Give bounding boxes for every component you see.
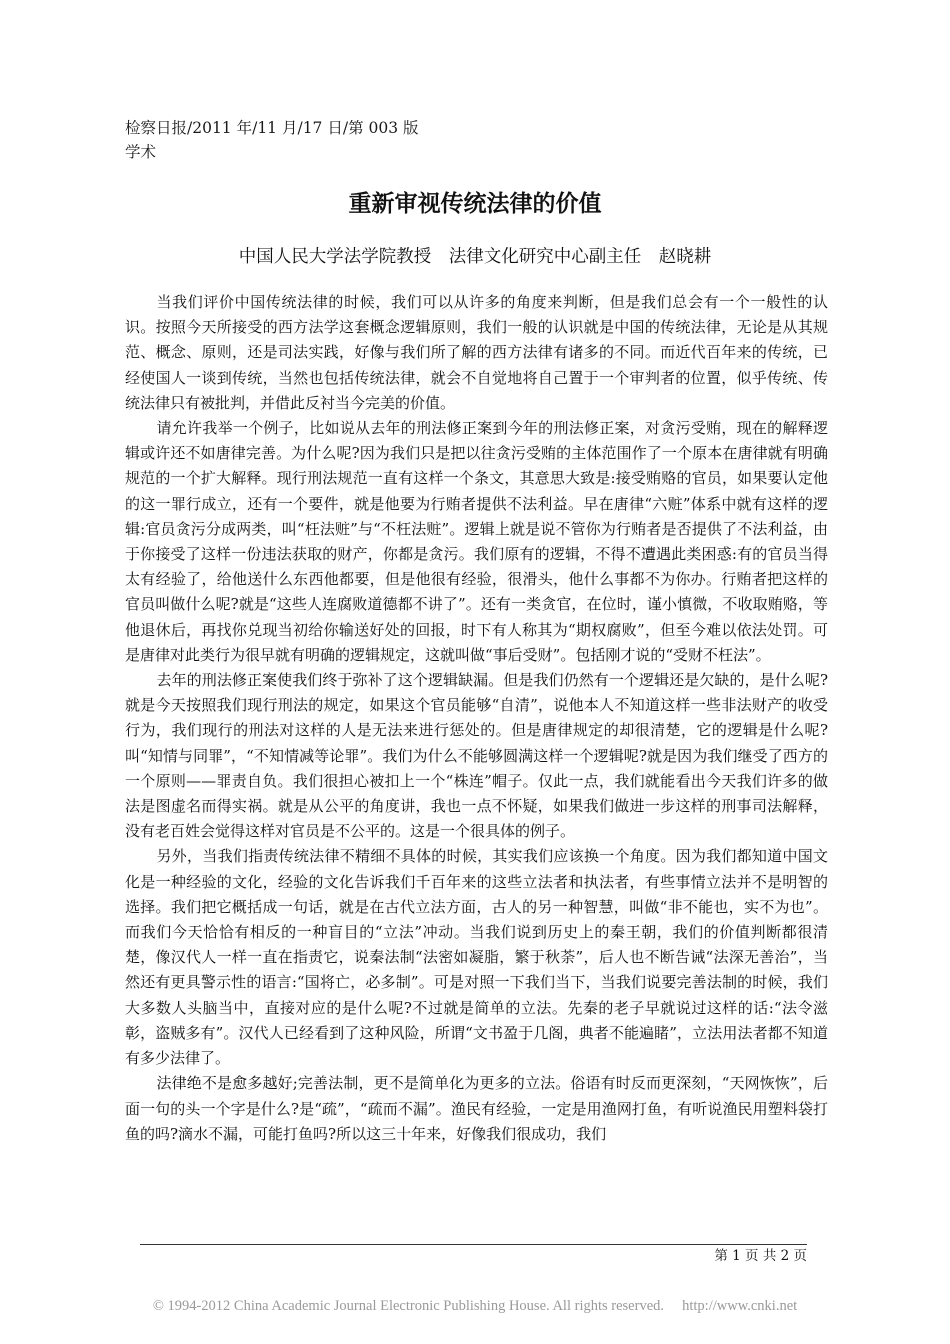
article-body (125, 290, 828, 1147)
article-title: 重新审视传统法律的价值 (348, 191, 602, 217)
masthead (125, 116, 419, 164)
paragraph: 去年的刑法修正案使我们终于弥补了这个逻辑缺漏。但是我们仍然有一个逻辑还是欠缺的，是什么呢?就是今天按照我们现行刑法的规定，如果这个官员能够“自清”，说他本人不知道这样一些非法财产的收受行为，我们现行的刑法对这样的人是无法来进行惩处的。但是唐律规定的却很清楚，它的逻辑是什么呢?叫“知情与同罪”，“不知情减等论罪”。我们为什么不能够圆满这样一个逻辑呢?就是因为我们继受了西方的一个原则——罪责自负。我们很担心被扣上一个“株连”帽子。仅此一点，我们就能看出今天我们许多的做法是图虚名而得实祸。就是从公平的角度讲，我也一点不怀疑，如果我们做进一步这样的刑事司法解释，没有老百姓会觉得这样对官员是不公平的。这是一个很具体的例子。 (125, 671, 828, 841)
paragraph: 法律绝不是愈多越好;完善法制，更不是简单化为更多的立法。俗语有时反而更深刻，“天网恢恢”，后面一句的头一个字是什么?是“疏”，“疏而不漏”。渔民有经验，一定是用渔网打鱼，有听说渔民用塑料袋打鱼的吗?滴水不漏，可能打鱼吗?所以这三十年来，好像我们很成功，我们 (125, 1074, 828, 1143)
copyright-notice: © 1994-2012 China Academic Journal Electronic Publishing House. All rights reserved. http://www.cnki.net (152, 1298, 798, 1314)
source-line: 检察日报/2011 年/11 月/17 日/第 003 版 (125, 119, 419, 137)
section-label: 学术 (125, 143, 157, 161)
paragraph: 另外，当我们指责传统法律不精细不具体的时候，其实我们应该换一个角度。因为我们都知道中国文化是一种经验的文化，经验的文化告诉我们千百年来的这些立法者和执法者，有些事情立法并不是明智的选择。我们把它概括成一句话，就是在古代立法方面，古人的另一种智慧，叫做“非不能也，实不为也”。而我们今天恰恰有相反的一种盲目的“立法”冲动。当我们说到历史上的秦王朝，我们的价值判断都很清楚，像汉代人一样一直在指责它，说秦法制“法密如凝脂，繁于秋荼”，后人也不断告诫“法深无善治”，当然还有更具警示性的语言:“国将亡，必多制”。可是对照一下我们当下，当我们说要完善法制的时候，我们大多数人头脑当中，直接对应的是什么呢?不过就是简单的立法。先秦的老子早就说过这样的话:“法令滋彰，盗贼多有”。汉代人已经看到了这种风险，所谓“文书盈于几阁，典者不能遍睹”，立法用法者都不知道有多少法律了。 (125, 847, 828, 1068)
paragraph: 当我们评价中国传统法律的时候，我们可以从许多的角度来判断，但是我们总会有一个一般性的认识。按照今天所接受的西方法学这套概念逻辑原则，我们一般的认识就是中国的传统法律，无论是从其规范、概念、原则，还是司法实践，好像与我们所了解的西方法律有诸多的不同。而近代百年来的传统，已经使国人一谈到传统，当然也包括传统法律，就会不自觉地将自己置于一个审判者的位置，似乎传统、传统法律只有被批判，并借此反衬当今完美的价值。 (125, 293, 828, 412)
author-line: 中国人民大学法学院教授 法律文化研究中心副主任 赵晓耕 (238, 247, 712, 267)
paragraph: 请允许我举一个例子，比如说从去年的刑法修正案到今年的刑法修正案，对贪污受贿，现在的解释逻辑或许还不如唐律完善。为什么呢?因为我们只是把以往贪污受贿的主体范围作了一个原本在唐律就有明确规范的一个扩大解释。现行刑法规范一直有这样一个条文，其意思大致是:接受贿赂的官员，如果要认定他的这一罪行成立，还有一个要件，就是他要为行贿者提供不法利益。早在唐律“六赃”体系中就有这样的逻辑:官员贪污分成两类，叫“枉法赃”与“不枉法赃”。逻辑上就是说不管你为行贿者是否提供了不法利益，由于你接受了这样一份违法获取的财产，你都是贪污。我们原有的逻辑，不得不遭遇此类困惑:有的官员当得太有经验了，给他送什么东西他都要，但是他很有经验，很滑头，他什么事都不为你办。行贿者把这样的官员叫做什么呢?就是“这些人连腐败道德都不讲了”。还有一类贪官，在位时，谨小慎微，不收取贿赂，等他退休后，再找你兑现当初给你输送好处的回报，时下有人称其为“期权腐败”，但至今难以依法处罚。可是唐律对此类行为很早就有明确的逻辑规定，这就叫做“事后受财”。包括刚才说的“受财不枉法”。 (125, 419, 828, 664)
page-number: 第 1 页 共 2 页 (714, 1248, 807, 1264)
footer-divider (140, 1244, 807, 1245)
